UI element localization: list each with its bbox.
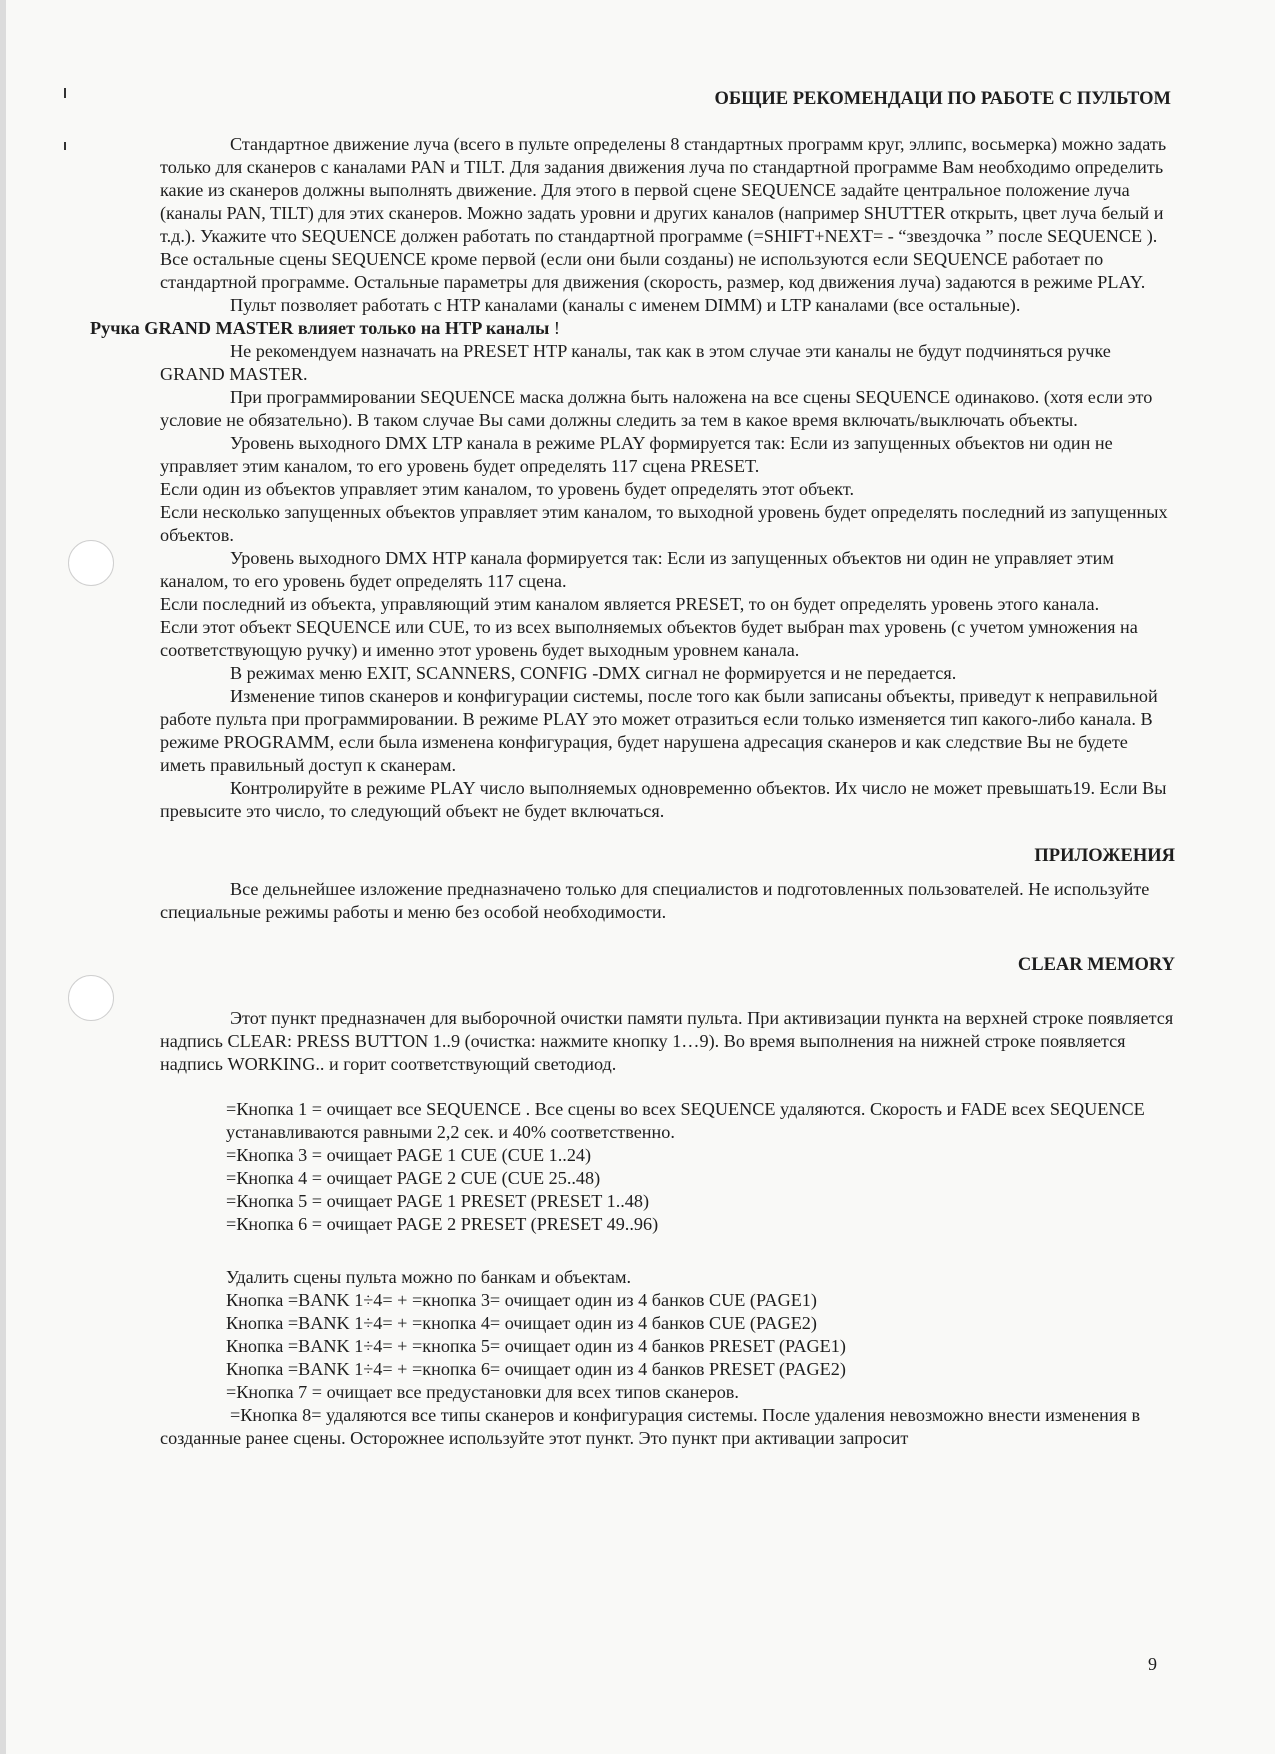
paragraph: Уровень выходного DMX LTP канала в режиме PLAY формируется так: Если из запущенных объектов ни один не управляет этим каналом, то его уровень будет определять 117 сцена PRESET. xyxy=(160,433,1113,476)
page-content xyxy=(90,88,1175,1450)
list-item: Кнопка =BANK 1÷4= + =кнопка 3= очищает один из 4 банков CUE (PAGE1) xyxy=(226,1290,817,1310)
section-title-clear-memory: CLEAR MEMORY xyxy=(1017,955,1175,975)
paragraph xyxy=(90,294,1175,340)
paragraph: Все дельнейшее изложение предназначено только для специалистов и подготовленных пользователей. Не используйте специальные режимы работы и меню без особой необходимости. xyxy=(160,879,1150,922)
list-intro: Удалить сцены пульта можно по банкам и объектам. xyxy=(226,1267,632,1287)
paragraph-text: Пульт позволяет работать с HTP каналами (каналы с именем DIMM) и LTP каналами (все остальные). xyxy=(230,295,1021,315)
paragraph: Этот пункт предназначен для выборочной очистки памяти пульта. При активизации пункта на верхней строке появляется надпись CLEAR: PRESS BUTTON 1..9 (очистка: нажмите кнопку 1…9). Во время выполнения на нижней строке появляется надпись WORKING.. и горит соответствующий светодиод. xyxy=(160,1008,1174,1074)
paragraph: Уровень выходного DMX HTP канала формируется так: Если из запущенных объектов ни один не управляет этим каналом, то его уровень будет определять 117 сцена. xyxy=(160,548,1114,591)
scan-mark xyxy=(64,142,66,150)
punch-hole-upper xyxy=(68,540,114,586)
paragraph: =Кнопка 8= удаляются все типы сканеров и конфигурация системы. После удаления невозможно внести изменения в созданные ранее сцены. Осторожнее используйте этот пункт. Это пункт при активации запросит xyxy=(160,1405,1141,1448)
list-item: Кнопка =BANK 1÷4= + =кнопка 5= очищает один из 4 банков PRESET (PAGE1) xyxy=(226,1336,846,1356)
list-item: =Кнопка 5 = очищает PAGE 1 PRESET (PRESET 1..48) xyxy=(226,1191,650,1211)
scan-mark xyxy=(64,88,66,98)
paragraph: Если один из объектов управляет этим каналом, то уровень будет определять этот объект. xyxy=(160,479,855,499)
list-item: Кнопка =BANK 1÷4= + =кнопка 4= очищает один из 4 банков CUE (PAGE2) xyxy=(226,1313,817,1333)
list-item: =Кнопка 1 = очищает все SEQUENCE . Все сцены во всех SEQUENCE удаляются. Скорость и FADE всех SEQUENCE устанавливаются равными 2,2 сек. и 40% соответственно. xyxy=(226,1099,1145,1142)
paragraph: Изменение типов сканеров и конфигурации системы, после того как были записаны объекты, приведут к неправильной работе пульта при программировании. В режиме PLAY это может отразиться если только изменяется тип какого-либо канала. В режиме PROGRAMM, если была изменена конфигурация, будет нарушена адресация сканеров и как следствие Вы не будете иметь правильный доступ к сканерам. xyxy=(160,686,1158,775)
paragraph: Не рекомендуем назначать на PRESET HTP каналы, так как в этом случае эти каналы не будут подчиняться ручке GRAND MASTER. xyxy=(160,341,1111,384)
clear-buttons-list xyxy=(160,1098,1175,1236)
paragraph: Контролируйте в режиме PLAY число выполняемых одновременно объектов. Их число не может превышать19. Если Вы превысите это число, то следующий объект не будет включаться. xyxy=(160,778,1167,821)
bold-note: Ручка GRAND MASTER влияет только на HTP каналы xyxy=(90,318,550,338)
punch-hole-lower xyxy=(68,975,114,1021)
list-item: Кнопка =BANK 1÷4= + =кнопка 6= очищает один из 4 банков PRESET (PAGE2) xyxy=(226,1359,846,1379)
list-item: =Кнопка 4 = очищает PAGE 2 CUE (CUE 25..48) xyxy=(226,1168,601,1188)
paragraph: В режимах меню EXIT, SCANNERS, CONFIG -DMX сигнал не формируется и не передается. xyxy=(230,663,957,683)
paragraph: Если этот объект SEQUENCE или CUE, то из всех выполняемых объектов будет выбран max уровень (с учетом умножения на соответствующую ручку) и именно этот уровень будет выходным уровнем канала. xyxy=(160,617,1138,660)
section-title-appendix: ПРИЛОЖЕНИЯ xyxy=(1034,846,1175,866)
paragraph: Если несколько запущенных объектов управляет этим каналом, то выходной уровень будет определять последний из запущенных объектов. xyxy=(160,502,1168,545)
section-title-general: ОБЩИЕ РЕКОМЕНДАЦИ ПО РАБОТЕ С ПУЛЬТОМ xyxy=(714,89,1171,109)
paragraph: Если последний из объекта, управляющий этим каналом является PRESET, то он будет определять уровень этого канала. xyxy=(160,594,1100,614)
list-item: =Кнопка 6 = очищает PAGE 2 PRESET (PRESET 49..96) xyxy=(226,1214,659,1234)
bank-clear-list xyxy=(160,1266,1175,1404)
list-item: =Кнопка 7 = очищает все предустановки для всех типов сканеров. xyxy=(226,1382,739,1402)
bold-note-end: ! xyxy=(549,318,560,338)
paragraph: Стандартное движение луча (всего в пульте определены 8 стандартных программ круг, эллипс, восьмерка) можно задать только для сканеров с каналами PAN и TILT. Для задания движения луча по стандартной программе Вам необходимо определить какие из сканеров должны выполнять движение. Для этого в первой сцене SEQUENCE задайте центральное положение луча (каналы PAN, TILT) для этих сканеров. Можно задать уровни и других каналов (например SHUTTER открыть, цвет луча белый и т.д.). Укажите что SEQUENCE должен работать по стандартной программе (=SHIFT+NEXT= - “звездочка ” после SEQUENCE ). Все остальные сцены SEQUENCE кроме первой (если они были созданы) не используются если SEQUENCE работает по стандартной программе. Остальные параметры для движения (скорость, размер, код движения луча) задаются в режиме PLAY. xyxy=(160,134,1167,292)
paragraph: При программировании SEQUENCE маска должна быть наложена на все сцены SEQUENCE одинаково. (хотя если это условие не обязательно). В таком случае Вы сами должны следить за тем в какое время включать/выключать объекты. xyxy=(160,387,1153,430)
list-item: =Кнопка 3 = очищает PAGE 1 CUE (CUE 1..24) xyxy=(226,1145,592,1165)
page-number: 9 xyxy=(1148,1654,1157,1674)
